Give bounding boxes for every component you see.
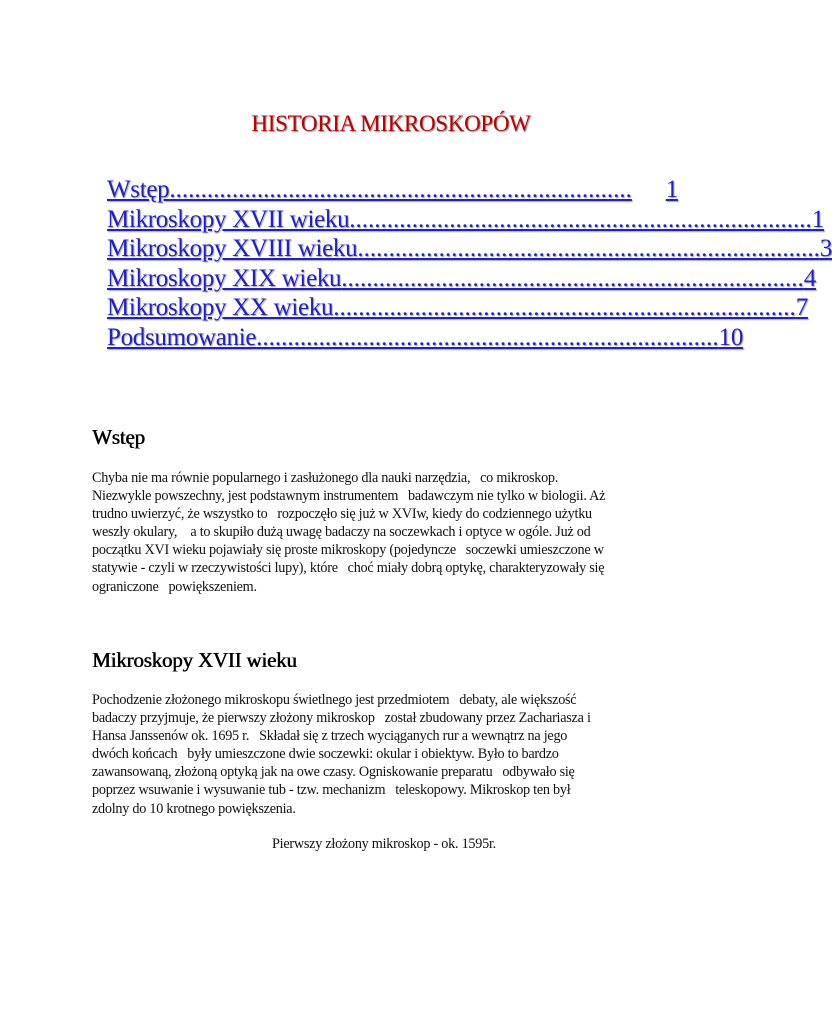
toc-link-xix[interactable] bbox=[107, 264, 816, 294]
paragraph-line: Chyba nie ma równie popularnego i zasłużonego dla nauki narzędzia, co mikroskop. bbox=[92, 470, 559, 486]
toc-link-xx[interactable] bbox=[107, 293, 808, 323]
toc-label: Mikroskopy XIX wieku bbox=[107, 264, 342, 292]
paragraph-line: trudno uwierzyć, że wszystko to rozpoczęło się już w XVIw, kiedy do codziennego użytku bbox=[92, 506, 592, 523]
section-heading-xvii: Mikroskopy XVII wieku bbox=[92, 648, 297, 672]
toc-link-podsumowanie[interactable] bbox=[107, 323, 744, 353]
toc-page-number: 4 bbox=[803, 264, 816, 292]
toc-link-xviii[interactable] bbox=[107, 234, 832, 264]
paragraph-line: badaczy przyjmuje, że pierwszy złożony mikroskop został zbudowany przez Zachariasza i bbox=[92, 710, 591, 727]
toc-leader-dots: .......................................................................... bbox=[169, 176, 632, 203]
paragraph-line: zdolny do 10 krotnego powiększenia. bbox=[92, 800, 296, 817]
paragraph-line: zawansowaną, złożoną optyką jak na owe czasy. Ogniskowanie preparatu odbywało się bbox=[92, 764, 575, 781]
toc-leader-dots: .......................................................................... bbox=[256, 323, 719, 351]
toc-link-wstep[interactable] bbox=[107, 175, 678, 205]
paragraph-line: Niezwykle powszechny, jest podstawnym instrumentem badawczym nie tylko w biologii. Aż bbox=[92, 488, 606, 505]
paragraph-line: ograniczone powiększeniem. bbox=[92, 578, 257, 595]
toc-link-xvii[interactable] bbox=[107, 205, 824, 235]
section-heading-wstep: Wstęp bbox=[92, 425, 145, 449]
toc-leader-dots: .......................................................................... bbox=[341, 264, 804, 292]
toc-label: Mikroskopy XVIII wieku bbox=[107, 235, 358, 262]
paragraph-line: poprzez wsuwanie i wysuwanie tub - tzw. mechanizm teleskopowy. Mikroskop ten był bbox=[92, 782, 571, 799]
toc-page-number: 3 bbox=[819, 235, 832, 262]
paragraph-line: Pochodzenie złożonego mikroskopu świetlnego jest przedmiotem debaty, ale większość bbox=[92, 692, 577, 708]
toc-page-number: 7 bbox=[795, 294, 808, 321]
toc-leader-dots: .......................................................................... bbox=[333, 294, 796, 321]
toc-page-number: 1 bbox=[811, 205, 824, 233]
paragraph-line: statywie - czyli w rzeczywistości lupy), które choć miały dobrą optykę, charakteryzowały się bbox=[92, 560, 605, 577]
toc-label: Wstęp bbox=[107, 176, 170, 203]
section-paragraph-xvii bbox=[92, 691, 692, 818]
toc-leader-dots: .......................................................................... bbox=[357, 235, 820, 262]
toc-page-number: 10 bbox=[718, 323, 744, 351]
document-title: HISTORIA MIKROSKOPÓW bbox=[251, 111, 531, 136]
paragraph-line: Hansa Janssenów ok. 1695 r. Składał się z trzech wyciąganych rur a wewnątrz na jego bbox=[92, 728, 568, 745]
toc-label: Mikroskopy XX wieku bbox=[107, 294, 334, 321]
table-of-contents bbox=[107, 175, 832, 352]
figure-caption: Pierwszy złożony mikroskop - ok. 1595r. bbox=[272, 836, 496, 852]
toc-label: Podsumowanie bbox=[107, 323, 257, 351]
toc-label: Mikroskopy XVII wieku bbox=[107, 205, 350, 233]
paragraph-line: dwóch końcach były umieszczone dwie soczewki: okular i obiektyw. Było to bardzo bbox=[92, 746, 559, 763]
section-paragraph-wstep bbox=[92, 469, 692, 596]
toc-page-number: 1 bbox=[665, 176, 678, 203]
paragraph-line: weszły okulary, a to skupiło dużą uwagę badaczy na soczewkach i optyce w ogóle. Już od bbox=[92, 524, 591, 541]
toc-leader-dots: .......................................................................... bbox=[349, 205, 812, 233]
paragraph-line: początku XVI wieku pojawiały się proste mikroskopy (pojedyncze soczewki umieszczone w bbox=[92, 542, 604, 559]
